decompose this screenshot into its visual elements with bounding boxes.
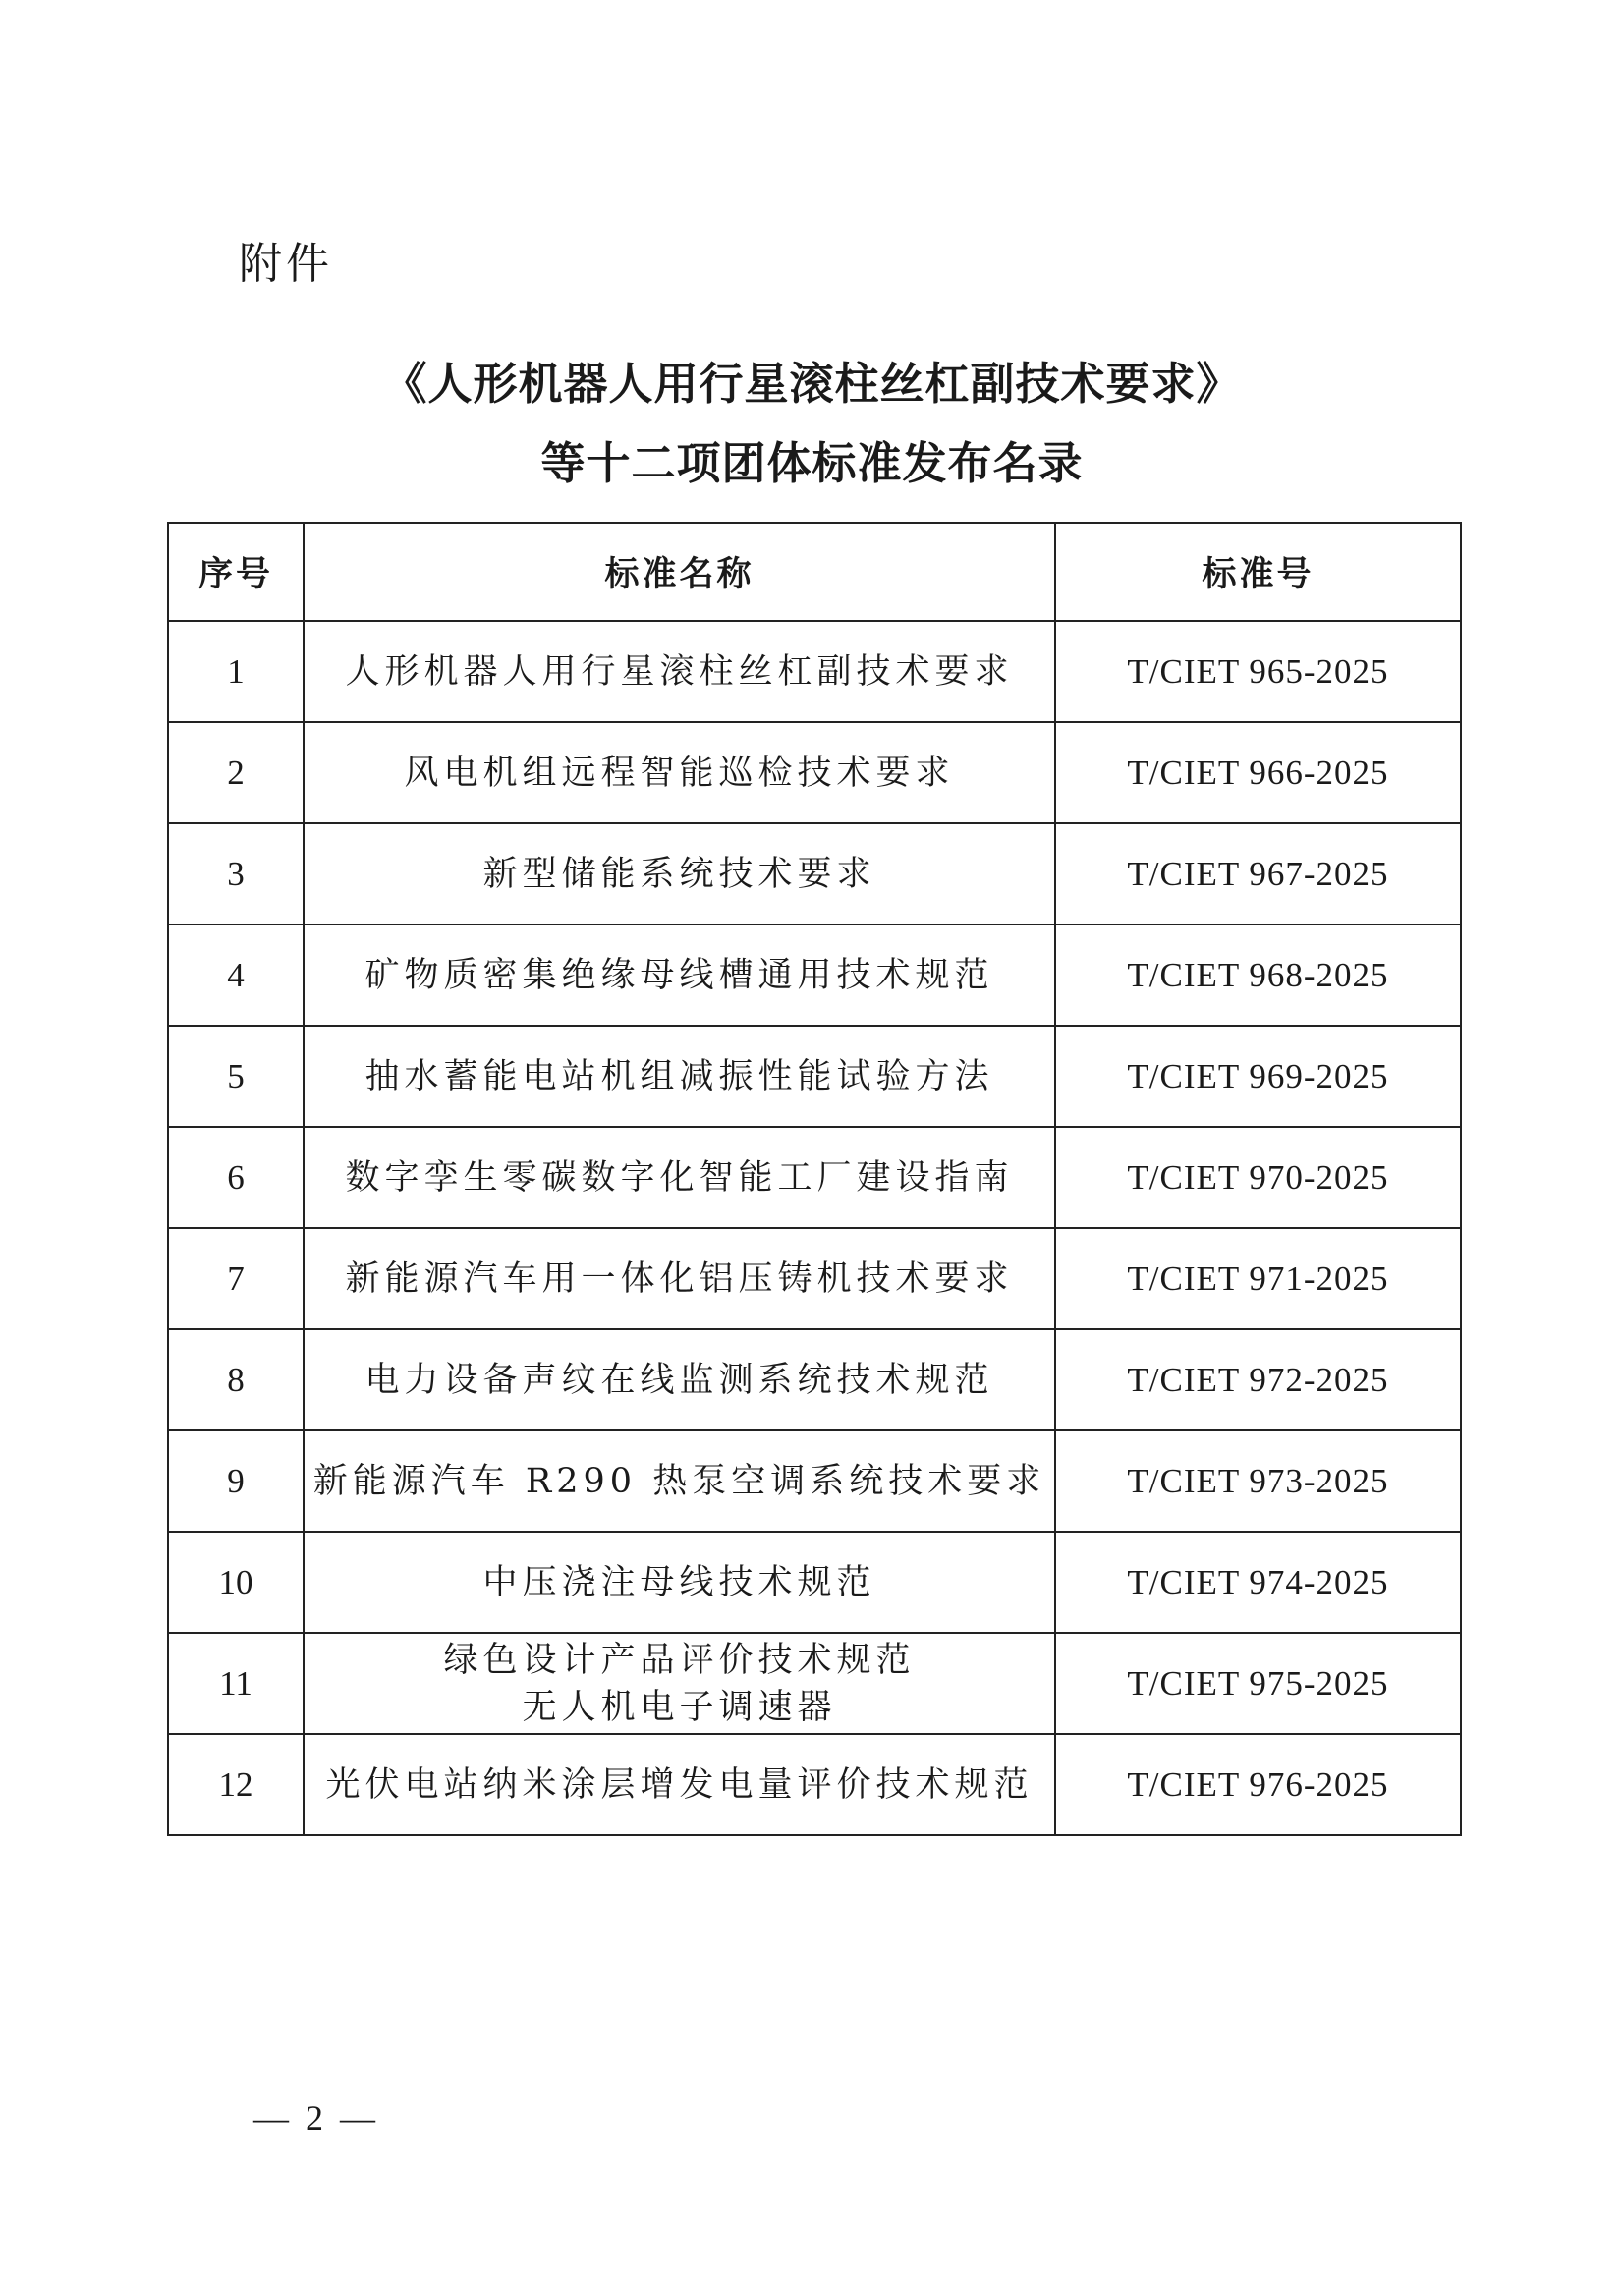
- row-standard-code: T/CIET 970-2025: [1055, 1127, 1461, 1228]
- header-seq: 序号: [168, 523, 304, 621]
- table-row: [168, 1329, 1461, 1430]
- row-seq: 6: [168, 1127, 304, 1228]
- row-seq: 3: [168, 823, 304, 924]
- header-name: 标准名称: [304, 523, 1055, 621]
- row-standard-name: [304, 1734, 1055, 1835]
- header-code: 标准号: [1055, 523, 1461, 621]
- row-standard-code: T/CIET 967-2025: [1055, 823, 1461, 924]
- row-seq: 11: [168, 1633, 304, 1734]
- row-seq: 12: [168, 1734, 304, 1835]
- standard-name-line: 新能源汽车用一体化铝压铸机技术要求: [345, 1259, 1014, 1299]
- table-row: [168, 1430, 1461, 1532]
- document-title-line-2: 等十二项团体标准发布名录: [540, 437, 1084, 489]
- standards-table: [167, 522, 1462, 1836]
- row-seq: 7: [168, 1228, 304, 1329]
- table-row: [168, 924, 1461, 1026]
- row-seq: 4: [168, 924, 304, 1026]
- table-row: [168, 1532, 1461, 1633]
- table-row: [168, 621, 1461, 722]
- row-standard-code: T/CIET 975-2025: [1055, 1633, 1461, 1734]
- row-standard-code: T/CIET 969-2025: [1055, 1026, 1461, 1127]
- standard-name-line: 数字孪生零碳数字化智能工厂建设指南: [345, 1157, 1014, 1198]
- row-standard-name: [304, 1127, 1055, 1228]
- row-standard-name: [304, 1329, 1055, 1430]
- row-seq: 9: [168, 1430, 304, 1532]
- row-seq: 1: [168, 621, 304, 722]
- standard-name-line: 抽水蓄能电站机组减振性能试验方法: [364, 1056, 994, 1096]
- row-standard-code: T/CIET 966-2025: [1055, 722, 1461, 823]
- table-row: [168, 1734, 1461, 1835]
- standard-name-line: 风电机组远程智能巡检技术要求: [404, 753, 955, 793]
- standard-name-line: 绿色设计产品评价技术规范: [443, 1640, 916, 1680]
- standard-name-line: 矿物质密集绝缘母线槽通用技术规范: [364, 955, 994, 995]
- row-seq: 8: [168, 1329, 304, 1430]
- row-standard-name: [304, 924, 1055, 1026]
- standard-name-line: 新能源汽车 R290 热泵空调系统技术要求: [312, 1461, 1046, 1501]
- row-standard-name: [304, 1532, 1055, 1633]
- standard-name-line: 电力设备声纹在线监测系统技术规范: [364, 1360, 994, 1400]
- attachment-label: 附件: [239, 239, 333, 289]
- row-standard-name: [304, 722, 1055, 823]
- page-number: — 2 —: [253, 2099, 379, 2138]
- row-seq: 5: [168, 1026, 304, 1127]
- row-standard-code: T/CIET 971-2025: [1055, 1228, 1461, 1329]
- table-row: [168, 1026, 1461, 1127]
- standard-name-line: 光伏电站纳米涂层增发电量评价技术规范: [325, 1764, 1034, 1805]
- standard-name-line: 新型储能系统技术要求: [482, 854, 876, 894]
- row-standard-name: [304, 1633, 1055, 1734]
- row-standard-name: [304, 1430, 1055, 1532]
- table-row: [168, 1127, 1461, 1228]
- row-standard-code: T/CIET 973-2025: [1055, 1430, 1461, 1532]
- table-row: [168, 823, 1461, 924]
- row-standard-name: [304, 1228, 1055, 1329]
- table-body: [168, 621, 1461, 1835]
- standard-name-line: 无人机电子调速器: [522, 1687, 837, 1727]
- row-seq: 10: [168, 1532, 304, 1633]
- row-standard-code: T/CIET 974-2025: [1055, 1532, 1461, 1633]
- standard-name-line: 中压浇注母线技术规范: [482, 1562, 876, 1602]
- row-standard-code: T/CIET 968-2025: [1055, 924, 1461, 1026]
- row-standard-code: T/CIET 976-2025: [1055, 1734, 1461, 1835]
- table-row: [168, 1228, 1461, 1329]
- row-seq: 2: [168, 722, 304, 823]
- table-row: [168, 1633, 1461, 1734]
- standard-name-line: 人形机器人用行星滚柱丝杠副技术要求: [345, 651, 1014, 692]
- row-standard-name: [304, 1026, 1055, 1127]
- row-standard-code: T/CIET 965-2025: [1055, 621, 1461, 722]
- row-standard-code: T/CIET 972-2025: [1055, 1329, 1461, 1430]
- row-standard-name: [304, 823, 1055, 924]
- row-standard-name: [304, 621, 1055, 722]
- table-row: [168, 722, 1461, 823]
- document-title-line-1: 《人形机器人用行星滚柱丝杠副技术要求》: [382, 358, 1242, 410]
- table-header-row: [168, 523, 1461, 621]
